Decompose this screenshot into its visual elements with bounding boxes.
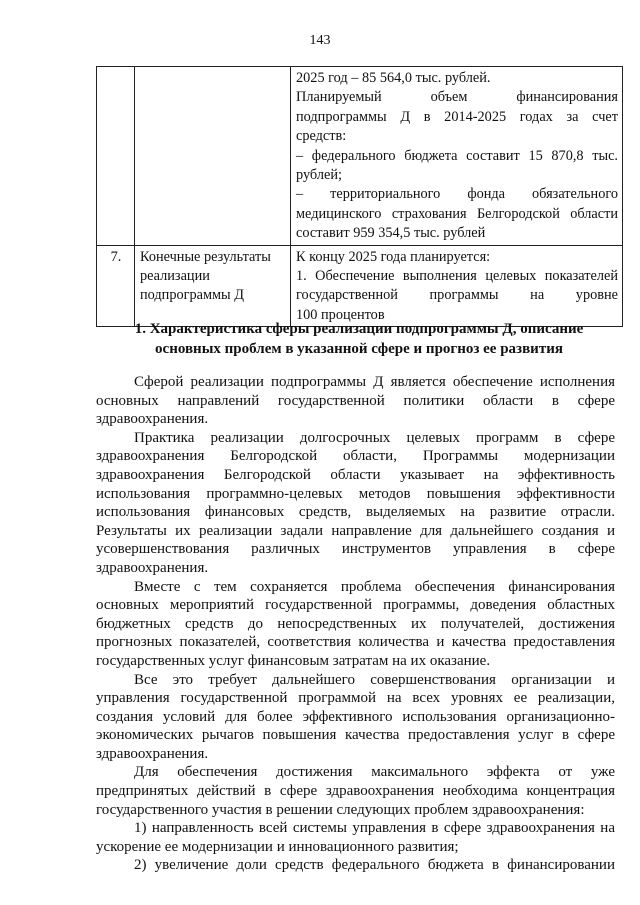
text-line: прогнозных показателей, соответствия количества и качества предоставления — [96, 634, 615, 651]
paragraph — [96, 671, 615, 764]
table-text-line: государственной программы на уровне — [296, 287, 618, 304]
text-line: основных направлений государственной политики области в сфере — [96, 392, 615, 409]
table-row — [97, 67, 623, 246]
text-line: Сферой реализации подпрограммы Д является обеспечение исполнения — [134, 374, 615, 390]
paragraph — [96, 819, 615, 856]
text-line: 1) направленность всей системы управления в сфере здравоохранения на — [134, 820, 615, 837]
table-text-line: медицинского страхования Белгородской области — [296, 205, 618, 222]
table-cell-title — [135, 67, 291, 246]
table-text-line: 2025 год – 85 564,0 тыс. рублей. — [296, 70, 491, 86]
text-line: здравоохранения. — [96, 745, 209, 762]
passport-table — [96, 66, 623, 327]
table-title-line: Конечные результаты — [140, 248, 271, 265]
text-line: Практика реализации долгосрочных целевых программ в сфере — [134, 429, 615, 446]
table-text-line: К концу 2025 года планируется: — [296, 248, 491, 265]
paragraph — [96, 578, 615, 671]
table-text-line: – территориального фонда обязательного — [296, 186, 618, 203]
page-number: 143 — [309, 33, 331, 48]
text-line: Вместе с тем сохраняется проблема обеспечения финансирования — [134, 578, 615, 595]
table-text-line: 1. Обеспечение выполнения целевых показателей — [296, 268, 618, 285]
paragraph — [96, 856, 615, 875]
body-text — [96, 373, 615, 875]
table-text-line: 100 процентов — [296, 306, 385, 323]
table-title-line: подпрограммы Д — [140, 287, 244, 304]
text-line: Для обеспечения достижения максимального эффекта от уже — [134, 764, 615, 781]
section-heading — [96, 320, 622, 359]
text-line: предпринятых действий в сфере здравоохранения необходима концентрация — [96, 783, 615, 800]
text-line: основных мероприятий государственной программы, доведения областных — [96, 597, 615, 614]
text-line: государственного участия в решении следующих проблем здравоохранения: — [96, 801, 585, 818]
table-text-line: средств: — [296, 128, 347, 145]
table-cell-content — [291, 245, 623, 327]
text-line: бюджетных средств до непосредственных их получателей, достижения — [96, 615, 615, 632]
text-line: здравоохранения Белгородской области, Программы модернизации — [96, 448, 615, 465]
text-line: здравоохранения Белгородской области указывает на эффективность — [96, 466, 615, 483]
table-cell-number: 7. — [97, 245, 135, 327]
text-line: Результаты их реализации задали направление для дальнейшего создания и — [96, 522, 615, 539]
table-cell-content — [291, 67, 623, 246]
table-title-line: реализации — [140, 268, 210, 285]
text-line: усовершенствования различных инструментов управления в сфере — [96, 541, 615, 558]
text-line: создания условий для более эффективного использования организационно- — [96, 708, 615, 725]
text-line: экономических рычагов повышения качества предоставления услуг в сфере — [96, 727, 615, 744]
heading-line: основных проблем в указанной сфере и прогноз ее развития — [155, 340, 563, 357]
text-line: ускорение ее модернизации и инновационного развития; — [96, 838, 459, 855]
heading-line: 1. Характеристика сферы реализации подпрограммы Д, описание — [134, 321, 584, 337]
text-line: государственных услуг финансовым затратам на их оказание. — [96, 652, 491, 669]
text-line: использования финансовых средств, выделяемых на развитие отрасли. — [96, 504, 615, 521]
text-line: Все это требует дальнейшего совершенствования организации и — [134, 671, 615, 688]
table-row — [97, 245, 623, 327]
table-cell-title — [135, 245, 291, 327]
text-line: 2) увеличение доли средств федерального бюджета в финансировании — [134, 857, 615, 874]
paragraph — [96, 763, 615, 819]
table-text-line: рублей; — [296, 167, 342, 184]
table-text-line: подпрограммы Д в 2014-2025 годах за счет — [296, 108, 618, 125]
text-line: здравоохранения. — [96, 411, 209, 428]
table-cell-number — [97, 67, 135, 246]
text-line: здравоохранения. — [96, 559, 209, 576]
text-line: управления государственной программой на всех уровнях ее реализации, — [96, 690, 615, 707]
table-text-line: составит 959 354,5 тыс. рублей — [296, 225, 486, 242]
paragraph — [96, 373, 615, 429]
table-text-line: Планируемый объем финансирования — [296, 89, 618, 106]
text-line: использования программно-целевых методов повышения эффективности — [96, 485, 615, 502]
paragraph — [96, 429, 615, 578]
table-text-line: – федерального бюджета составит 15 870,8 тыс. — [296, 147, 618, 164]
